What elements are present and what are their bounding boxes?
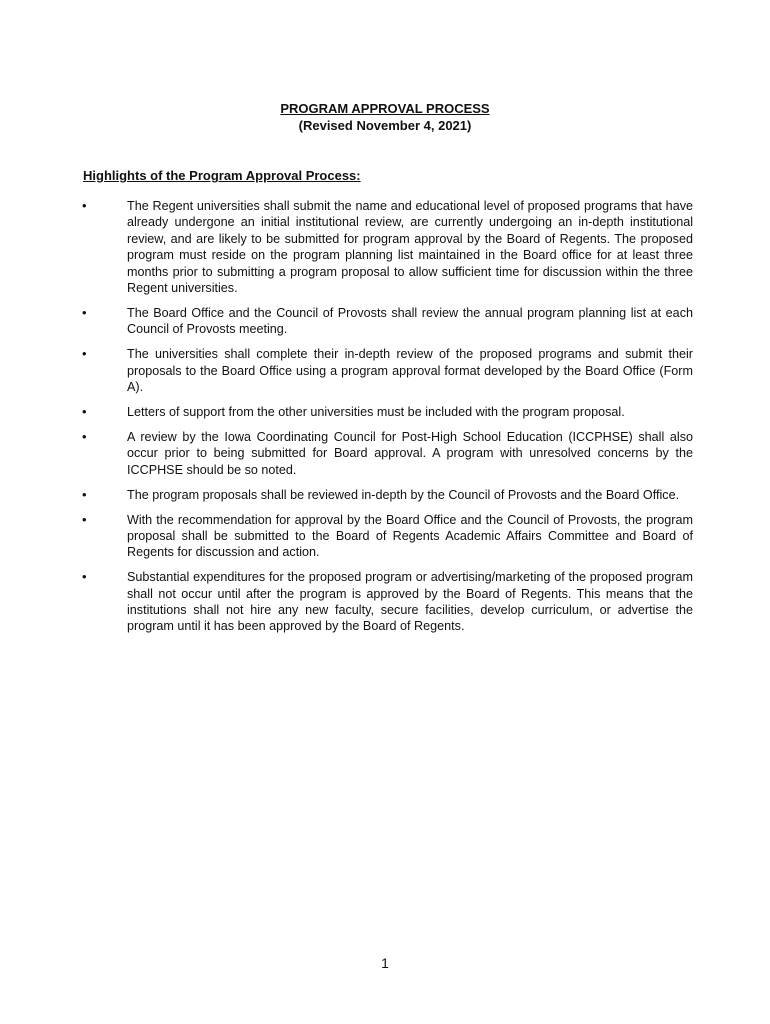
- document-title: PROGRAM APPROVAL PROCESS: [280, 101, 490, 116]
- document-subtitle: (Revised November 4, 2021): [298, 118, 472, 133]
- list-item: [82, 404, 693, 420]
- list-item: [82, 487, 693, 503]
- list-item: [82, 198, 693, 296]
- bullet-icon: •: [82, 346, 87, 362]
- list-item-text: Substantial expenditures for the proposed program or advertising/marketing of the proposed program shall not occur until after the program is approved by the Board of Regents. This means that the institutions shall not hire any new faculty, secure facilities, develop curriculum, or advertise the program until it has been approved by the Board of Regents.: [127, 570, 693, 634]
- list-item-text: The Regent universities shall submit the name and educational level of proposed programs that have already undergone an initial institutional review, are currently undergoing an in-depth institutional review, and are likely to be submitted for program approval by the Board of Regents. The proposed program must reside on the program planning list maintained in the Board office for at least three months prior to submitting a program proposal to allow sufficient time for discussion within the three Regent universities.: [127, 199, 693, 296]
- list-item: [82, 569, 693, 635]
- list-item-text: Letters of support from the other universities must be included with the program proposal.: [127, 404, 625, 419]
- bullet-icon: •: [82, 569, 87, 585]
- bullet-icon: •: [82, 198, 87, 213]
- list-item: [82, 512, 693, 561]
- bullet-icon: •: [82, 486, 87, 502]
- bullet-icon: •: [82, 511, 87, 527]
- list-item-text: The universities shall complete their in-depth review of the proposed programs and submit their proposals to the Board Office using a program approval format developed by the Board Office (Form A).: [127, 347, 693, 395]
- section-heading: Highlights of the Program Approval Process:: [83, 168, 361, 183]
- bullet-icon: •: [82, 403, 87, 419]
- bullet-icon: •: [82, 428, 87, 444]
- list-item-text: The Board Office and the Council of Provosts shall review the annual program planning list at each Council of Provosts meeting.: [127, 305, 693, 337]
- list-item: [82, 346, 693, 395]
- list-item-text: The program proposals shall be reviewed in-depth by the Council of Provosts and the Board Office.: [127, 487, 680, 502]
- list-item: [82, 429, 693, 478]
- page-number: 1: [381, 955, 389, 971]
- document-title-block: [0, 100, 770, 134]
- list-item-text: A review by the Iowa Coordinating Council for Post-High School Education (ICCPHSE) shall also occur prior to being submitted for Board approval. A program with unresolved concerns by the ICCPHSE should be so noted.: [127, 429, 693, 477]
- highlights-list: [82, 198, 693, 643]
- bullet-icon: •: [82, 304, 87, 320]
- list-item: [82, 305, 693, 338]
- list-item-text: With the recommendation for approval by the Board Office and the Council of Provosts, the program proposal shall be submitted to the Board of Regents Academic Affairs Committee and Board of Regents for discussion and action.: [127, 512, 693, 560]
